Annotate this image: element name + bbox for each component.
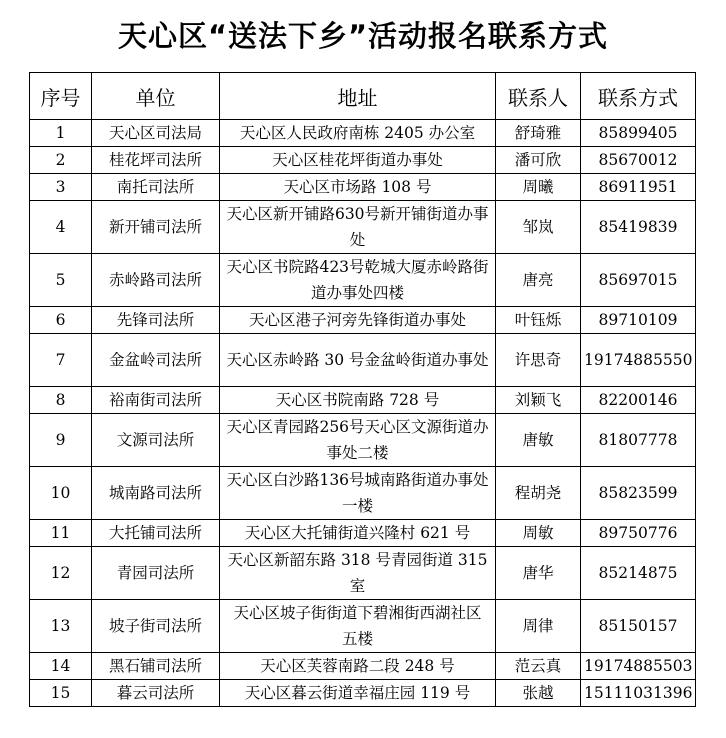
- row-address: 天心区大托铺街道兴隆村 621 号: [220, 520, 496, 547]
- row-address: 天心区白沙路136号城南路街道办事处一楼: [220, 467, 496, 520]
- row-address: 天心区赤岭路 30 号金盆岭街道办事处: [220, 334, 496, 387]
- row-unit: 裕南街司法所: [92, 387, 220, 414]
- table-row: [30, 334, 696, 387]
- row-address: 天心区书院南路 728 号: [220, 387, 496, 414]
- row-unit: 黑石铺司法所: [92, 653, 220, 680]
- row-number: 2: [30, 147, 92, 174]
- row-phone: 85823599: [581, 467, 696, 520]
- row-unit: 桂花坪司法所: [92, 147, 220, 174]
- row-address: 天心区新开铺路630号新开铺街道办事处: [220, 201, 496, 254]
- contact-table: [29, 72, 696, 707]
- row-number: 13: [30, 600, 92, 653]
- table-row: [30, 387, 696, 414]
- row-number: 9: [30, 414, 92, 467]
- row-phone: 89750776: [581, 520, 696, 547]
- table-row: [30, 653, 696, 680]
- row-address: 天心区市场路 108 号: [220, 174, 496, 201]
- row-unit: 暮云司法所: [92, 680, 220, 707]
- row-number: 4: [30, 201, 92, 254]
- header-contact: 联系人: [496, 73, 581, 120]
- row-number: 7: [30, 334, 92, 387]
- row-phone: 15111031396: [581, 680, 696, 707]
- row-address: 天心区暮云街道幸福庄园 119 号: [220, 680, 496, 707]
- header-phone: 联系方式: [581, 73, 696, 120]
- row-phone: 89710109: [581, 307, 696, 334]
- row-number: 14: [30, 653, 92, 680]
- row-contact: 周曦: [496, 174, 581, 201]
- row-contact: 许思奇: [496, 334, 581, 387]
- row-phone: 85697015: [581, 254, 696, 307]
- page-title: 天心区“送法下乡”活动报名联系方式: [117, 19, 609, 53]
- row-unit: 新开铺司法所: [92, 201, 220, 254]
- row-phone: 19174885550: [581, 334, 696, 387]
- table-row: [30, 680, 696, 707]
- table-row: [30, 600, 696, 653]
- row-unit: 先锋司法所: [92, 307, 220, 334]
- row-address: 天心区新韶东路 318 号青园街道 315 室: [220, 547, 496, 600]
- row-contact: 潘可欣: [496, 147, 581, 174]
- table-row: [30, 174, 696, 201]
- row-unit: 金盆岭司法所: [92, 334, 220, 387]
- row-contact: 周律: [496, 600, 581, 653]
- row-address: 天心区芙蓉南路二段 248 号: [220, 653, 496, 680]
- row-unit: 青园司法所: [92, 547, 220, 600]
- table-row: [30, 520, 696, 547]
- row-contact: 范云真: [496, 653, 581, 680]
- table-row: [30, 147, 696, 174]
- row-address: 天心区港子河旁先锋街道办事处: [220, 307, 496, 334]
- row-unit: 文源司法所: [92, 414, 220, 467]
- row-contact: 程胡尧: [496, 467, 581, 520]
- row-address: 天心区桂花坪街道办事处: [220, 147, 496, 174]
- row-phone: 85670012: [581, 147, 696, 174]
- table-row: [30, 307, 696, 334]
- row-address: 天心区青园路256号天心区文源街道办事处二楼: [220, 414, 496, 467]
- row-phone: 85419839: [581, 201, 696, 254]
- row-unit: 坡子街司法所: [92, 600, 220, 653]
- row-number: 15: [30, 680, 92, 707]
- row-contact: 叶钰烁: [496, 307, 581, 334]
- header-number: 序号: [30, 73, 92, 120]
- row-phone: 86911951: [581, 174, 696, 201]
- table-row: [30, 547, 696, 600]
- table-header-row: [30, 73, 696, 120]
- row-number: 6: [30, 307, 92, 334]
- row-phone: 85899405: [581, 120, 696, 147]
- row-number: 3: [30, 174, 92, 201]
- row-number: 12: [30, 547, 92, 600]
- row-contact: 唐亮: [496, 254, 581, 307]
- row-phone: 85214875: [581, 547, 696, 600]
- row-number: 8: [30, 387, 92, 414]
- row-unit: 城南路司法所: [92, 467, 220, 520]
- row-phone: 81807778: [581, 414, 696, 467]
- table-row: [30, 201, 696, 254]
- row-phone: 19174885503: [581, 653, 696, 680]
- row-contact: 唐华: [496, 547, 581, 600]
- row-phone: 82200146: [581, 387, 696, 414]
- table-row: [30, 254, 696, 307]
- row-number: 5: [30, 254, 92, 307]
- row-unit: 南托司法所: [92, 174, 220, 201]
- row-contact: 刘颖飞: [496, 387, 581, 414]
- table-row: [30, 120, 696, 147]
- row-address: 天心区人民政府南栋 2405 办公室: [220, 120, 496, 147]
- row-contact: 舒琦雅: [496, 120, 581, 147]
- header-address: 地址: [220, 73, 496, 120]
- row-unit: 天心区司法局: [92, 120, 220, 147]
- row-unit: 大托铺司法所: [92, 520, 220, 547]
- row-contact: 唐敏: [496, 414, 581, 467]
- row-number: 11: [30, 520, 92, 547]
- row-unit: 赤岭路司法所: [92, 254, 220, 307]
- row-phone: 85150157: [581, 600, 696, 653]
- row-contact: 张越: [496, 680, 581, 707]
- row-contact: 邹岚: [496, 201, 581, 254]
- table-row: [30, 414, 696, 467]
- row-address: 天心区坡子街街道下碧湘街西湖社区五楼: [220, 600, 496, 653]
- row-contact: 周敏: [496, 520, 581, 547]
- row-address: 天心区书院路423号乾城大厦赤岭路街道办事处四楼: [220, 254, 496, 307]
- row-number: 1: [30, 120, 92, 147]
- row-number: 10: [30, 467, 92, 520]
- table-body: [30, 120, 696, 707]
- table-row: [30, 467, 696, 520]
- header-unit: 单位: [92, 73, 220, 120]
